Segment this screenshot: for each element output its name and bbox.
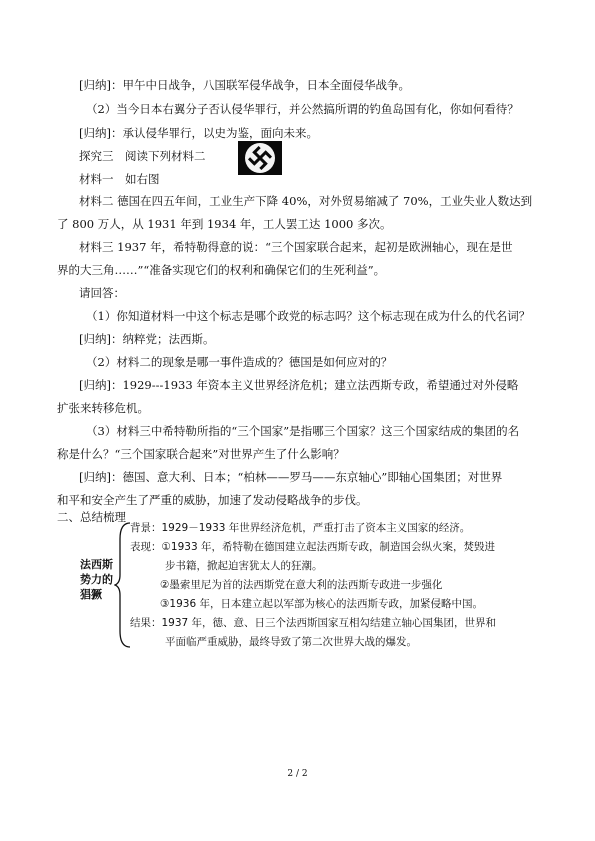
page-number: 2 / 2 <box>287 769 308 779</box>
question-3-2: （2）材料二的现象是哪一事件造成的？德国是如何应对的？ <box>86 355 393 369</box>
summary-line-3: [归纳]：纳粹党；法西斯。 <box>79 332 215 346</box>
summary-line-5: [归纳]：德国、意大利、日本；“柏林——罗马——东京轴心”即轴心国集团；对世界 <box>79 470 503 484</box>
swastika-flag-image <box>238 141 282 175</box>
question-3-3: （3）材料三中希特勒所指的“三个国家”是指哪三个国家？这三个国家结成的集团的名 <box>86 424 520 438</box>
mindmap-performance-1-cont: 步书籍，掀起迫害犹太人的狂潮。 <box>165 560 323 572</box>
question-3-1: （1）你知道材料一中这个标志是哪个政党的标志吗？这个标志现在成为什么的代名词？ <box>86 309 531 323</box>
summary-line-1: [归纳]：甲午中日战争，八国联军侵华战争，日本全面侵华战争。 <box>79 78 410 92</box>
material-3-line-1: 材料三 1937 年，希特勒得意的说：“三个国家联合起来，起初是欧洲轴心，现在是世 <box>79 240 513 254</box>
answer-prompt: 请回答： <box>79 286 125 300</box>
mindmap-performance-3: ③1936 年，日本建立起以军部为核心的法西斯专政，加紧侵略中国。 <box>160 598 483 610</box>
summary-line-2: [归纳]：承认侵华罪行，以史为鉴，面向未来。 <box>79 126 318 140</box>
material-1: 材料一 如右图 <box>79 172 160 186</box>
mindmap-topic: 法西斯势力的猖獗 <box>80 558 113 601</box>
question-3-3-cont: 称是什么？“三个国家联合起来”对世界产生了什么影响？ <box>57 447 345 461</box>
summary-line-4-cont: 扩张来转移危机。 <box>57 401 149 415</box>
mindmap-background: 背景：1929－1933 年世界经济危机，严重打击了资本主义国家的经济。 <box>130 522 471 534</box>
summary-line-4: [归纳]：1929---1933 年资本主义世界经济危机；建立法西斯专政，希望通过对外侵略 <box>79 378 519 392</box>
material-2-line-2: 了 800 万人，从 1931 年到 1934 年，工人罢工达 1000 多次。 <box>57 217 392 231</box>
fascism-mindmap <box>70 519 497 651</box>
mindmap-performance-1: 表现：①1933 年，希特勒在德国建立起法西斯专政，制造国会纵火案，焚毁进 <box>130 541 495 553</box>
question-2: （2）当今日本右翼分子否认侵华罪行，并公然搞所谓的钓鱼岛国有化，你如何看待？ <box>86 102 519 116</box>
mindmap-performance-2: ②墨索里尼为首的法西斯党在意大利的法西斯专政进一步强化 <box>160 579 443 591</box>
material-2-line-1: 材料二 德国在四五年间，工业生产下降 40%，对外贸易缩减了 70%，工业失业人数达到 <box>79 194 533 208</box>
mindmap-result-cont: 平面临严重威胁，最终导致了第二次世界大战的爆发。 <box>165 636 417 648</box>
summary-line-5-cont: 和平和安全产生了严重的威胁，加速了发动侵略战争的步伐。 <box>57 493 368 507</box>
mindmap-brace <box>114 519 132 651</box>
section-title-3: 探究三 阅读下列材料二 <box>79 149 206 163</box>
material-3-line-2: 界的大三角……”“准备实现它们的权利和确保它们的生死利益”。 <box>57 263 386 277</box>
mindmap-result: 结果：1937 年，德、意、日三个法西斯国家互相勾结建立轴心国集团，世界和 <box>130 617 497 629</box>
section-title-summary: 二、总结梳理 <box>57 510 126 524</box>
